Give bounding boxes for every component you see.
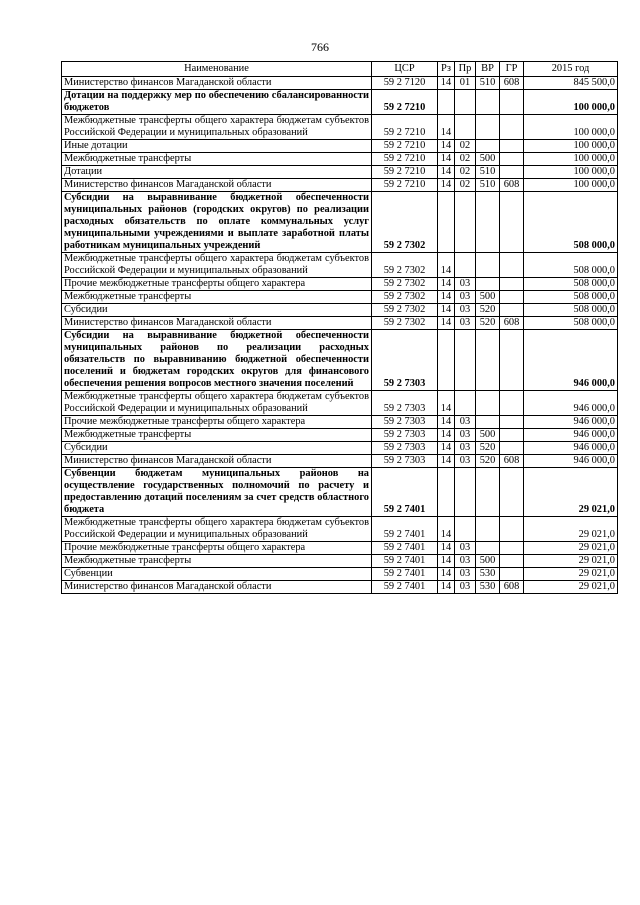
cell-rz: 14 xyxy=(438,253,455,278)
cell-vr: 510 xyxy=(476,77,500,90)
cell-name: Межбюджетные трансферты xyxy=(62,555,372,568)
cell-name: Субсидии на выравнивание бюджетной обеспеченности муниципальных районов по реализации расходных обязательств по выравниванию бюджетной обеспеченности поселений и бюджетам городских округов для финансового обеспечения решения вопросов местного значения поселений xyxy=(62,330,372,391)
cell-amount: 508 000,0 xyxy=(524,304,618,317)
cell-name: Министерство финансов Магаданской области xyxy=(62,581,372,594)
cell-amount: 29 021,0 xyxy=(524,568,618,581)
cell-amount: 845 500,0 xyxy=(524,77,618,90)
cell-vr: 510 xyxy=(476,179,500,192)
cell-pr: 03 xyxy=(455,429,476,442)
cell-csr: 59 2 7401 xyxy=(372,568,438,581)
cell-csr: 59 2 7401 xyxy=(372,542,438,555)
cell-gr xyxy=(500,429,524,442)
table-header-row xyxy=(62,62,618,77)
cell-vr xyxy=(476,253,500,278)
table-row xyxy=(62,153,618,166)
cell-gr: 608 xyxy=(500,317,524,330)
cell-name: Министерство финансов Магаданской области xyxy=(62,77,372,90)
cell-rz: 14 xyxy=(438,455,455,468)
table-row xyxy=(62,429,618,442)
cell-gr: 608 xyxy=(500,455,524,468)
cell-gr xyxy=(500,542,524,555)
cell-name: Межбюджетные трансферты xyxy=(62,291,372,304)
cell-vr xyxy=(476,416,500,429)
cell-amount: 100 000,0 xyxy=(524,140,618,153)
table-row xyxy=(62,442,618,455)
cell-gr xyxy=(500,291,524,304)
cell-rz: 14 xyxy=(438,304,455,317)
cell-name: Межбюджетные трансферты общего характера бюджетам субъектов Российской Федерации и муниципальных образований xyxy=(62,391,372,416)
cell-vr xyxy=(476,192,500,253)
cell-csr: 59 2 7302 xyxy=(372,253,438,278)
cell-gr xyxy=(500,166,524,179)
cell-rz: 14 xyxy=(438,517,455,542)
cell-amount: 946 000,0 xyxy=(524,429,618,442)
cell-rz: 14 xyxy=(438,581,455,594)
cell-vr: 520 xyxy=(476,317,500,330)
cell-amount: 508 000,0 xyxy=(524,317,618,330)
cell-vr: 500 xyxy=(476,153,500,166)
cell-csr: 59 2 7302 xyxy=(372,304,438,317)
cell-rz: 14 xyxy=(438,278,455,291)
cell-gr xyxy=(500,115,524,140)
cell-vr xyxy=(476,330,500,391)
cell-vr xyxy=(476,140,500,153)
table-row xyxy=(62,291,618,304)
cell-csr: 59 2 7401 xyxy=(372,517,438,542)
cell-pr xyxy=(455,468,476,517)
header-year: 2015 год xyxy=(524,62,618,77)
cell-vr: 530 xyxy=(476,568,500,581)
cell-rz: 14 xyxy=(438,140,455,153)
cell-pr xyxy=(455,90,476,115)
table-row xyxy=(62,330,618,391)
table-row xyxy=(62,416,618,429)
cell-name: Субсидии xyxy=(62,304,372,317)
cell-pr: 03 xyxy=(455,455,476,468)
table-row xyxy=(62,568,618,581)
cell-vr: 500 xyxy=(476,291,500,304)
cell-csr: 59 2 7210 xyxy=(372,140,438,153)
table-row xyxy=(62,77,618,90)
cell-name: Министерство финансов Магаданской области xyxy=(62,317,372,330)
cell-pr xyxy=(455,192,476,253)
cell-gr xyxy=(500,442,524,455)
cell-gr xyxy=(500,278,524,291)
cell-rz: 14 xyxy=(438,416,455,429)
cell-rz: 14 xyxy=(438,317,455,330)
cell-csr: 59 2 7302 xyxy=(372,317,438,330)
cell-rz: 14 xyxy=(438,442,455,455)
cell-vr xyxy=(476,278,500,291)
cell-amount: 508 000,0 xyxy=(524,192,618,253)
cell-name: Прочие межбюджетные трансферты общего характера xyxy=(62,416,372,429)
cell-rz: 14 xyxy=(438,429,455,442)
cell-gr xyxy=(500,416,524,429)
cell-pr: 03 xyxy=(455,304,476,317)
cell-csr: 59 2 7210 xyxy=(372,90,438,115)
cell-amount: 946 000,0 xyxy=(524,391,618,416)
table-row xyxy=(62,581,618,594)
cell-rz: 14 xyxy=(438,568,455,581)
cell-name: Иные дотации xyxy=(62,140,372,153)
table-row xyxy=(62,166,618,179)
cell-pr xyxy=(455,391,476,416)
cell-gr: 608 xyxy=(500,77,524,90)
table-row xyxy=(62,317,618,330)
cell-rz: 14 xyxy=(438,115,455,140)
cell-vr: 520 xyxy=(476,304,500,317)
cell-gr xyxy=(500,192,524,253)
cell-pr: 03 xyxy=(455,416,476,429)
cell-amount: 29 021,0 xyxy=(524,542,618,555)
header-csr: ЦСР xyxy=(372,62,438,77)
cell-vr xyxy=(476,391,500,416)
cell-gr xyxy=(500,391,524,416)
table-row xyxy=(62,542,618,555)
table-row xyxy=(62,391,618,416)
cell-pr: 02 xyxy=(455,153,476,166)
table-row xyxy=(62,468,618,517)
cell-vr xyxy=(476,468,500,517)
cell-pr: 03 xyxy=(455,442,476,455)
cell-pr: 02 xyxy=(455,166,476,179)
cell-rz xyxy=(438,468,455,517)
cell-vr: 520 xyxy=(476,455,500,468)
cell-name: Межбюджетные трансферты xyxy=(62,153,372,166)
cell-amount: 946 000,0 xyxy=(524,442,618,455)
cell-csr: 59 2 7302 xyxy=(372,291,438,304)
cell-csr: 59 2 7210 xyxy=(372,115,438,140)
cell-name: Прочие межбюджетные трансферты общего характера xyxy=(62,542,372,555)
cell-rz: 14 xyxy=(438,153,455,166)
cell-amount: 29 021,0 xyxy=(524,468,618,517)
cell-name: Субвенции бюджетам муниципальных районов на осуществление государственных полномочий по расчету и предоставлению дотаций поселениям за счет средств областного бюджета xyxy=(62,468,372,517)
cell-gr xyxy=(500,468,524,517)
cell-pr: 03 xyxy=(455,568,476,581)
cell-name: Межбюджетные трансферты общего характера бюджетам субъектов Российской Федерации и муниципальных образований xyxy=(62,115,372,140)
cell-pr: 03 xyxy=(455,542,476,555)
cell-gr xyxy=(500,555,524,568)
cell-name: Прочие межбюджетные трансферты общего характера xyxy=(62,278,372,291)
cell-name: Межбюджетные трансферты общего характера бюджетам субъектов Российской Федерации и муниципальных образований xyxy=(62,253,372,278)
table-row xyxy=(62,517,618,542)
cell-csr: 59 2 7302 xyxy=(372,278,438,291)
header-gr: ГР xyxy=(500,62,524,77)
cell-pr: 03 xyxy=(455,278,476,291)
cell-rz: 14 xyxy=(438,391,455,416)
cell-pr: 02 xyxy=(455,140,476,153)
table-row xyxy=(62,179,618,192)
cell-vr xyxy=(476,542,500,555)
cell-amount: 100 000,0 xyxy=(524,179,618,192)
cell-csr: 59 2 7302 xyxy=(372,192,438,253)
cell-vr: 520 xyxy=(476,442,500,455)
header-rz: Рз xyxy=(438,62,455,77)
cell-vr: 500 xyxy=(476,429,500,442)
cell-vr: 530 xyxy=(476,581,500,594)
cell-csr: 59 2 7303 xyxy=(372,455,438,468)
cell-amount: 100 000,0 xyxy=(524,166,618,179)
table-row xyxy=(62,253,618,278)
cell-gr: 608 xyxy=(500,581,524,594)
budget-table xyxy=(61,61,618,594)
cell-rz: 14 xyxy=(438,542,455,555)
cell-amount: 100 000,0 xyxy=(524,153,618,166)
table-row xyxy=(62,304,618,317)
cell-vr: 500 xyxy=(476,555,500,568)
table-row xyxy=(62,278,618,291)
cell-amount: 29 021,0 xyxy=(524,555,618,568)
cell-rz: 14 xyxy=(438,291,455,304)
cell-gr xyxy=(500,517,524,542)
table-row xyxy=(62,455,618,468)
cell-gr xyxy=(500,153,524,166)
cell-pr xyxy=(455,115,476,140)
cell-csr: 59 2 7303 xyxy=(372,391,438,416)
cell-pr: 03 xyxy=(455,555,476,568)
cell-amount: 508 000,0 xyxy=(524,278,618,291)
cell-name: Субсидии xyxy=(62,442,372,455)
cell-name: Дотации xyxy=(62,166,372,179)
cell-pr xyxy=(455,253,476,278)
table-row xyxy=(62,555,618,568)
cell-amount: 29 021,0 xyxy=(524,581,618,594)
cell-rz xyxy=(438,330,455,391)
cell-gr xyxy=(500,140,524,153)
cell-vr: 510 xyxy=(476,166,500,179)
cell-csr: 59 2 7210 xyxy=(372,179,438,192)
cell-pr: 01 xyxy=(455,77,476,90)
cell-csr: 59 2 7303 xyxy=(372,429,438,442)
header-pr: Пр xyxy=(455,62,476,77)
cell-name: Дотации на поддержку мер по обеспечению сбалансированности бюджетов xyxy=(62,90,372,115)
cell-rz xyxy=(438,90,455,115)
cell-rz: 14 xyxy=(438,166,455,179)
cell-name: Межбюджетные трансферты xyxy=(62,429,372,442)
table-row xyxy=(62,90,618,115)
cell-csr: 59 2 7210 xyxy=(372,153,438,166)
header-vr: ВР xyxy=(476,62,500,77)
cell-gr xyxy=(500,330,524,391)
cell-amount: 946 000,0 xyxy=(524,330,618,391)
cell-csr: 59 2 7303 xyxy=(372,330,438,391)
cell-gr: 608 xyxy=(500,179,524,192)
cell-csr: 59 2 7401 xyxy=(372,581,438,594)
cell-name: Субсидии на выравнивание бюджетной обеспеченности муниципальных районов (городских округов) по реализации расходных обязательств по оплате коммунальных услуг муниципальными учреждениями и выплате заработной платы работникам муниципальных учреждений xyxy=(62,192,372,253)
cell-amount: 29 021,0 xyxy=(524,517,618,542)
cell-pr: 03 xyxy=(455,581,476,594)
cell-gr xyxy=(500,90,524,115)
cell-pr xyxy=(455,330,476,391)
header-name: Наименование xyxy=(62,62,372,77)
cell-csr: 59 2 7303 xyxy=(372,416,438,429)
cell-csr: 59 2 7401 xyxy=(372,468,438,517)
cell-vr xyxy=(476,90,500,115)
cell-rz: 14 xyxy=(438,77,455,90)
cell-amount: 946 000,0 xyxy=(524,455,618,468)
cell-vr xyxy=(476,115,500,140)
cell-rz: 14 xyxy=(438,179,455,192)
cell-name: Субвенции xyxy=(62,568,372,581)
cell-rz xyxy=(438,192,455,253)
cell-name: Межбюджетные трансферты общего характера бюджетам субъектов Российской Федерации и муниципальных образований xyxy=(62,517,372,542)
cell-csr: 59 2 7210 xyxy=(372,166,438,179)
cell-gr xyxy=(500,568,524,581)
cell-rz: 14 xyxy=(438,555,455,568)
cell-gr xyxy=(500,253,524,278)
table-row xyxy=(62,115,618,140)
table-row xyxy=(62,140,618,153)
cell-pr: 03 xyxy=(455,317,476,330)
cell-csr: 59 2 7303 xyxy=(372,442,438,455)
cell-amount: 100 000,0 xyxy=(524,115,618,140)
cell-gr xyxy=(500,304,524,317)
cell-pr: 02 xyxy=(455,179,476,192)
cell-vr xyxy=(476,517,500,542)
page-number: 766 xyxy=(311,40,329,54)
cell-pr: 03 xyxy=(455,291,476,304)
cell-amount: 508 000,0 xyxy=(524,291,618,304)
cell-amount: 946 000,0 xyxy=(524,416,618,429)
cell-amount: 508 000,0 xyxy=(524,253,618,278)
cell-csr: 59 2 7401 xyxy=(372,555,438,568)
cell-name: Министерство финансов Магаданской области xyxy=(62,455,372,468)
table-row xyxy=(62,192,618,253)
cell-name: Министерство финансов Магаданской области xyxy=(62,179,372,192)
cell-csr: 59 2 7120 xyxy=(372,77,438,90)
cell-amount: 100 000,0 xyxy=(524,90,618,115)
cell-pr xyxy=(455,517,476,542)
